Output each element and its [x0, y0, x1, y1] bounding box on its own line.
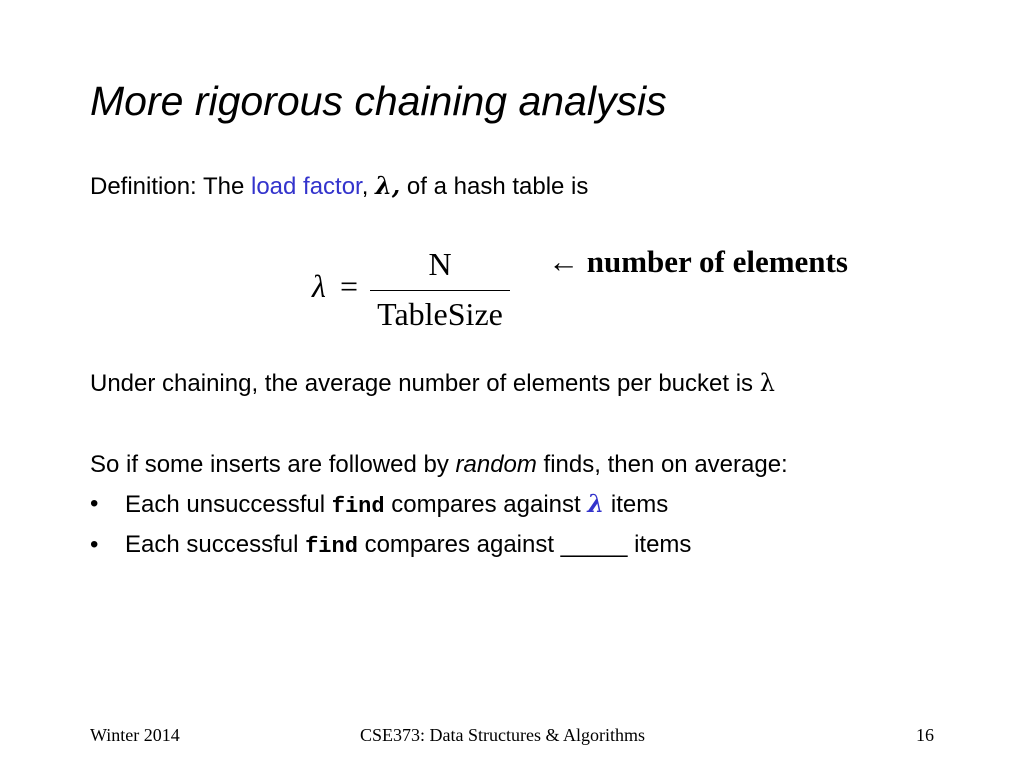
definition-comma: , [361, 173, 376, 200]
random-prefix: So if some inserts are followed by [90, 451, 456, 478]
random-finds-line [90, 450, 788, 480]
bullet-prefix: Each successful [125, 531, 306, 558]
bullet-unsuccessful-find [125, 489, 668, 522]
formula-equals: = [340, 268, 359, 304]
bullet-prefix: Each unsuccessful [125, 491, 332, 518]
slide-title: More rigorous chaining analysis [90, 78, 667, 124]
bullet-successful-find [125, 530, 691, 562]
random-emphasis: random [455, 451, 537, 478]
chaining-text: Under chaining, the average number of elements per bucket is [90, 370, 760, 397]
formula-numerator: N [428, 246, 452, 282]
definition-prefix: Definition: The [90, 173, 251, 200]
number-of-elements-annotation: ← number of elements [548, 244, 848, 279]
chaining-line [90, 368, 775, 399]
definition-suffix: of a hash table is [400, 173, 589, 200]
footer-course: CSE373: Data Structures & Algorithms [360, 725, 645, 745]
bullet-middle: compares against [384, 491, 588, 518]
find-code: find [305, 534, 358, 559]
formula-lambda: λ [312, 268, 326, 304]
footer-page-number: 16 [916, 725, 934, 745]
lambda-symbol: λ, [375, 171, 401, 200]
lambda-symbol: λ [587, 489, 605, 518]
lambda-symbol: λ [759, 369, 775, 397]
bullet-suffix: items [604, 491, 669, 518]
definition-line [90, 171, 588, 202]
load-factor-term: load factor [250, 173, 362, 200]
formula-denominator: TableSize [377, 296, 503, 332]
footer-term: Winter 2014 [90, 725, 180, 745]
bullet-marker: • [90, 531, 99, 558]
bullet-middle: compares against _____ items [357, 531, 692, 558]
random-suffix: finds, then on average: [536, 451, 788, 478]
fraction-bar [370, 290, 510, 291]
find-code: find [331, 494, 385, 519]
bullet-marker: • [90, 490, 99, 517]
